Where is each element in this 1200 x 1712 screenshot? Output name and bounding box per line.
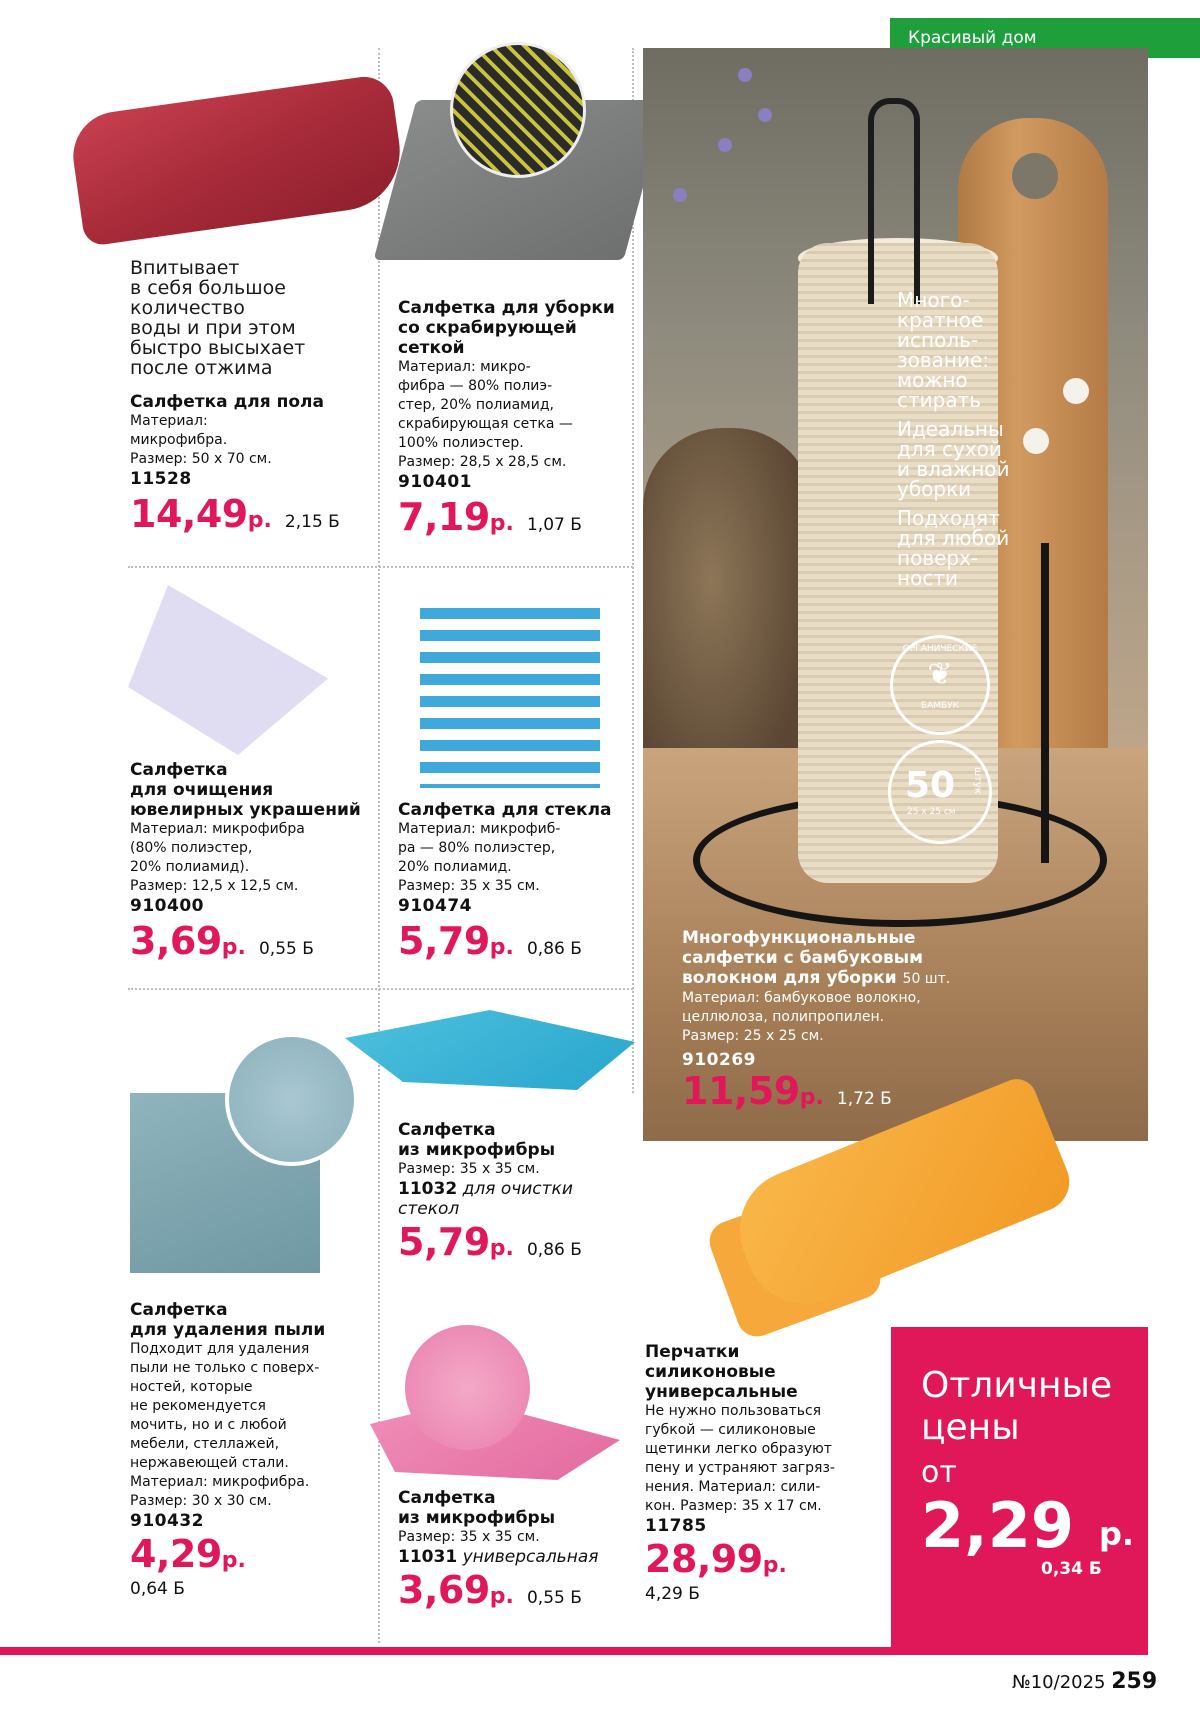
product-title bbox=[645, 1342, 885, 1402]
desc-line: 20% полиамид. bbox=[398, 859, 512, 875]
desc-line: пыли не только с поверх- bbox=[130, 1360, 320, 1376]
daisy-flower bbox=[1063, 378, 1089, 404]
desc-line: Размер: 28,5 х 28,5 см. bbox=[398, 454, 567, 470]
title-line: Салфетка bbox=[398, 1488, 496, 1508]
tagline-line: после отжима bbox=[130, 357, 273, 379]
points: 0,64 Б bbox=[130, 1579, 185, 1599]
desc-line: губкой — силиконовые bbox=[645, 1422, 816, 1438]
code-note: стекол bbox=[398, 1199, 460, 1219]
product-desc bbox=[398, 820, 633, 896]
desc-line: Материал: микрофибра. bbox=[130, 1474, 310, 1490]
currency: р. bbox=[489, 1584, 514, 1609]
product-silicone-gloves bbox=[645, 1342, 885, 1604]
badge-size: 25 х 25 см bbox=[907, 807, 956, 817]
points: 2,15 Б bbox=[284, 512, 340, 532]
product-title: Салфетка для пола bbox=[130, 392, 324, 412]
points: 4,29 Б bbox=[645, 1584, 700, 1604]
desc-line: Размер: 30 х 30 см. bbox=[130, 1493, 272, 1509]
desc-line: Не нужно пользоваться bbox=[645, 1403, 822, 1419]
desc-line: Материал: bbox=[130, 413, 208, 429]
category-tab: Красивый дом bbox=[890, 18, 1200, 58]
points: 0,55 Б bbox=[526, 1588, 582, 1608]
holder-arch bbox=[868, 98, 920, 304]
price: 7,19 bbox=[398, 495, 490, 539]
promo-points: 0,34 Б bbox=[1041, 1559, 1102, 1579]
page-number-value: 259 bbox=[1111, 1669, 1158, 1694]
price-row bbox=[398, 495, 633, 539]
product-desc bbox=[398, 358, 633, 472]
desc-line: Подходит для удаления bbox=[130, 1341, 310, 1357]
pink-cloth-detail-image bbox=[405, 1325, 530, 1450]
product-desc bbox=[682, 989, 1012, 1046]
desc-line: скрабирующая сетка — bbox=[398, 416, 573, 432]
jewelry-cloth-image bbox=[128, 585, 328, 755]
product-code: 910474 bbox=[398, 896, 472, 916]
title-line: сеткой bbox=[398, 338, 465, 358]
price: 3,69 bbox=[130, 919, 222, 963]
benefit-text: кратное bbox=[897, 308, 984, 332]
currency: р. bbox=[799, 1085, 824, 1110]
benefit-text: Много- bbox=[897, 288, 970, 312]
badge-text: БАМБУК bbox=[920, 701, 960, 711]
desc-line: Размер: 12,5 х 12,5 см. bbox=[130, 878, 299, 894]
title-line: Салфетка bbox=[130, 760, 228, 780]
product-title: Салфетка для стекла bbox=[398, 800, 612, 820]
product-dust-cloth bbox=[130, 1300, 375, 1599]
product-floor-cloth bbox=[130, 257, 370, 536]
product-jewelry-cloth bbox=[130, 760, 375, 963]
tagline-line: количество bbox=[130, 297, 245, 319]
desc-line: мочить, но и с любой bbox=[130, 1417, 287, 1433]
points: 1,07 Б bbox=[526, 515, 582, 535]
price: 5,79 bbox=[398, 1220, 490, 1264]
lavender-flower bbox=[718, 138, 732, 152]
hero-product bbox=[682, 928, 1012, 1113]
benefit-text: для сухой bbox=[897, 437, 1002, 461]
column-divider bbox=[378, 48, 380, 1643]
benefit-text: зование: bbox=[897, 348, 990, 372]
floor-towel-image bbox=[68, 73, 408, 247]
promo-from: от bbox=[921, 1455, 957, 1490]
desc-line: нержавеющей стали. bbox=[130, 1455, 289, 1471]
price: 4,29 bbox=[130, 1532, 222, 1576]
promo-line: цены bbox=[921, 1407, 1020, 1448]
board-hole bbox=[1012, 153, 1058, 199]
title-line: для удаления пыли bbox=[130, 1320, 326, 1340]
desc-line: фибра — 80% полиэ- bbox=[398, 378, 553, 394]
benefit-any-surface bbox=[897, 508, 1037, 588]
desc-line: Материал: микрофиб- bbox=[398, 821, 561, 837]
price: 14,49 bbox=[130, 492, 248, 536]
promo-price: 2,29 bbox=[921, 1489, 1074, 1562]
hero-benefits bbox=[897, 290, 1037, 597]
scrub-net-detail-image bbox=[450, 42, 586, 178]
footer-bar bbox=[0, 1647, 1148, 1655]
title-line: для очищения bbox=[130, 780, 274, 800]
holder-pole bbox=[1041, 543, 1049, 863]
page-number bbox=[1012, 1669, 1157, 1694]
product-title bbox=[682, 928, 1012, 989]
points: 0,86 Б bbox=[526, 939, 582, 959]
title-line: волокном для уборки bbox=[682, 968, 897, 988]
code-note: для очистки bbox=[462, 1179, 573, 1199]
currency: р. bbox=[221, 1548, 246, 1573]
title-line: Перчатки bbox=[645, 1342, 740, 1362]
price: 5,79 bbox=[398, 919, 490, 963]
product-glass-cloth bbox=[398, 800, 633, 963]
title-line: ювелирных украшений bbox=[130, 800, 361, 820]
product-desc bbox=[130, 820, 375, 896]
price-row bbox=[398, 1220, 633, 1264]
benefit-text: ности bbox=[897, 566, 958, 590]
price-row bbox=[398, 919, 633, 963]
promo-headline bbox=[921, 1365, 1112, 1449]
product-code: 11785 bbox=[645, 1516, 707, 1536]
price-row bbox=[645, 1537, 885, 1581]
product-code: 11528 bbox=[130, 469, 192, 489]
product-title bbox=[398, 298, 633, 358]
desc-line: стер, 20% полиамид, bbox=[398, 397, 554, 413]
desc-line: кон. Размер: 35 х 17 см. bbox=[645, 1498, 822, 1514]
currency: р. bbox=[489, 511, 514, 536]
desc-line: 100% полиэстер. bbox=[398, 435, 524, 451]
title-line: со скрабирующей bbox=[398, 318, 577, 338]
badge-text: ОРГАНИЧЕСКИЕ bbox=[902, 644, 978, 654]
badge-count: 50 bbox=[905, 765, 956, 806]
lavender-flower bbox=[673, 188, 687, 202]
benefit-reusable bbox=[897, 290, 1037, 410]
benefit-text: можно bbox=[897, 368, 968, 392]
row-divider bbox=[128, 988, 633, 990]
product-microfiber-universal bbox=[398, 1488, 633, 1612]
points: 0,86 Б bbox=[526, 1240, 582, 1260]
benefit-dry-wet bbox=[897, 419, 1037, 499]
product-code-row bbox=[398, 1179, 633, 1219]
product-desc bbox=[130, 1340, 375, 1511]
desc-line: Материал: микро- bbox=[398, 359, 531, 375]
desc-line: целлюлоза, полипропилен. bbox=[682, 1009, 885, 1025]
desc-line: пену и устраняют загряз- bbox=[645, 1460, 835, 1476]
tagline-line: в себя большое bbox=[130, 277, 286, 299]
currency: р. bbox=[489, 935, 514, 960]
tagline-line: Впитывает bbox=[130, 257, 240, 279]
tagline-line: воды и при этом bbox=[130, 317, 296, 339]
desc-line: Материал: микрофибра bbox=[130, 821, 305, 837]
product-tagline bbox=[130, 258, 370, 378]
benefit-text: и влажной bbox=[897, 457, 1010, 481]
desc-line: Размер: 25 х 25 см. bbox=[682, 1028, 824, 1044]
points: 0,55 Б bbox=[258, 939, 314, 959]
price-row bbox=[130, 919, 375, 963]
title-line: Салфетка для уборки bbox=[398, 298, 615, 318]
benefit-text: поверх- bbox=[897, 546, 979, 570]
benefit-text: для любой bbox=[897, 526, 1010, 550]
product-code: 11032 bbox=[398, 1179, 458, 1199]
desc-line: 20% полиамид). bbox=[130, 859, 250, 875]
lavender-flower bbox=[758, 108, 772, 122]
title-line: Салфетка bbox=[398, 1120, 496, 1140]
benefit-text: уборки bbox=[897, 477, 972, 501]
title-line: силиконовые bbox=[645, 1362, 776, 1382]
benefit-text: Подходят bbox=[897, 506, 1000, 530]
product-desc bbox=[645, 1402, 885, 1516]
bamboo-icon: ❦ bbox=[927, 657, 953, 692]
title-line: Многофункциональные bbox=[682, 928, 916, 948]
glass-cloth-image bbox=[420, 608, 600, 788]
product-title bbox=[398, 1488, 633, 1528]
product-desc: Размер: 35 х 35 см. bbox=[398, 1161, 540, 1177]
benefit-text: стирать bbox=[897, 388, 982, 412]
row-divider bbox=[128, 566, 633, 568]
price: 11,59 bbox=[682, 1069, 800, 1113]
title-suffix: 50 шт. bbox=[902, 971, 951, 987]
promo-currency: р. bbox=[1099, 1515, 1135, 1553]
promo-box bbox=[891, 1327, 1148, 1647]
product-code: 910269 bbox=[682, 1050, 756, 1070]
points: 1,72 Б bbox=[836, 1089, 892, 1109]
desc-line: ра — 80% полиэстер, bbox=[398, 840, 556, 856]
product-desc bbox=[130, 412, 370, 469]
product-code: 910401 bbox=[398, 472, 472, 492]
tagline-line: быстро высыхает bbox=[130, 337, 306, 359]
product-code-row bbox=[398, 1547, 633, 1567]
issue-number: №10/2025 bbox=[1012, 1672, 1106, 1693]
desc-line: нения. Материал: сили- bbox=[645, 1479, 821, 1495]
desc-line: Материал: бамбуковое волокно, bbox=[682, 990, 921, 1006]
benefit-text: Идеальны bbox=[897, 417, 1004, 441]
price-row bbox=[130, 1532, 375, 1576]
desc-line: микрофибра. bbox=[130, 432, 228, 448]
product-title bbox=[130, 760, 375, 820]
product-title bbox=[398, 1120, 633, 1160]
product-desc: Размер: 35 х 35 см. bbox=[398, 1529, 540, 1545]
code-note: универсальная bbox=[462, 1547, 599, 1567]
price-row bbox=[130, 492, 370, 536]
desc-line: Размер: 50 х 70 см. bbox=[130, 451, 272, 467]
product-code: 11031 bbox=[398, 1547, 458, 1567]
desc-line: не рекомендуется bbox=[130, 1398, 266, 1414]
product-code: 910432 bbox=[130, 1511, 204, 1531]
badge-unit: штук bbox=[972, 767, 983, 794]
dust-cloth-detail-image bbox=[225, 1033, 358, 1166]
price: 3,69 bbox=[398, 1568, 490, 1612]
title-line: из микрофибры bbox=[398, 1508, 556, 1528]
product-title bbox=[130, 1300, 375, 1340]
title-line: универсальные bbox=[645, 1382, 798, 1402]
desc-line: мебели, стеллажей, bbox=[130, 1436, 280, 1452]
desc-line: щетинки легко образуют bbox=[645, 1441, 832, 1457]
desc-line: Размер: 35 х 35 см. bbox=[398, 878, 540, 894]
promo-line: Отличные bbox=[921, 1365, 1113, 1406]
desc-line: (80% полиэстер, bbox=[130, 840, 253, 856]
microfiber-blue-cloth-image bbox=[345, 1010, 635, 1090]
currency: р. bbox=[762, 1553, 787, 1578]
organic-bamboo-badge bbox=[890, 635, 990, 735]
currency: р. bbox=[247, 508, 272, 533]
lavender-flower bbox=[738, 68, 752, 82]
title-line: салфетки с бамбуковым bbox=[682, 948, 924, 968]
product-microfiber-glass bbox=[398, 1120, 633, 1264]
title-line: из микрофибры bbox=[398, 1140, 556, 1160]
benefit-text: исполь- bbox=[897, 328, 979, 352]
price: 28,99 bbox=[645, 1537, 763, 1581]
currency: р. bbox=[221, 935, 246, 960]
title-line: Салфетка bbox=[130, 1300, 228, 1320]
currency: р. bbox=[489, 1236, 514, 1261]
price-row bbox=[398, 1568, 633, 1612]
product-scrub-cloth bbox=[398, 298, 633, 539]
count-badge bbox=[888, 740, 992, 844]
product-code: 910400 bbox=[130, 896, 204, 916]
desc-line: ностей, которые bbox=[130, 1379, 253, 1395]
